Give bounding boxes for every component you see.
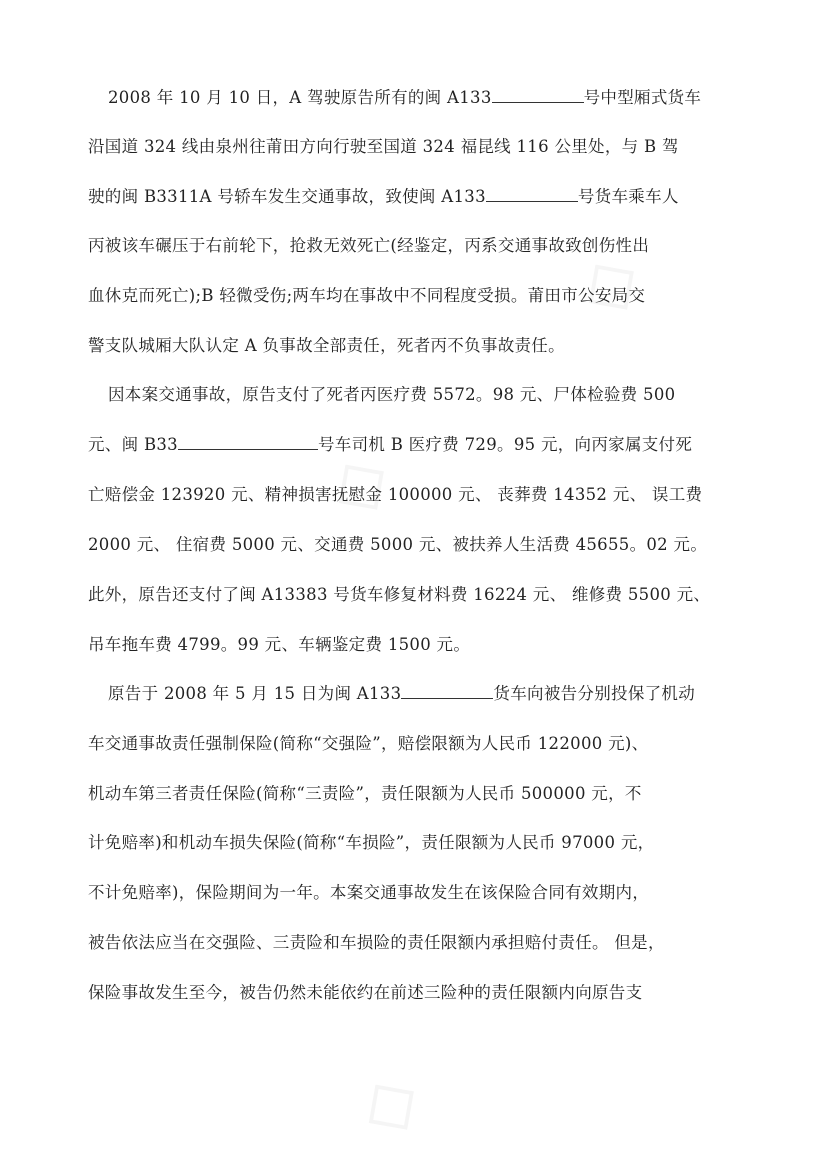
text-segment: 计免赔率)和机动车损失保险(简称“车损险”，责任限额为人民币 97000 元，	[88, 833, 655, 852]
text-line	[108, 384, 675, 406]
text-segment: 2008 年 10 月 10 日，A 驾驶原告所有的闽 A133	[108, 88, 492, 107]
text-line	[88, 534, 707, 556]
text-segment: 驶的闽 B3311A 号轿车发生交通事故，致使闽 A133	[88, 187, 486, 206]
text-line	[88, 982, 642, 1004]
text-segment: 亡赔偿金 123920 元、精神损害抚慰金 100000 元、 丧葬费 14352 元、 误工费	[88, 485, 703, 504]
fill-in-blank	[401, 684, 493, 699]
watermark-decoration: ◇	[560, 231, 655, 333]
watermark-decoration: ◇	[310, 431, 405, 533]
text-line	[108, 683, 695, 705]
text-segment: 2000 元、 住宿费 5000 元、交通费 5000 元、被扶养人生活费 45655。02 元。	[88, 535, 708, 554]
text-segment: 被告依法应当在交强险、三责险和车损险的责任限额内承担赔付责任。 但是，	[88, 933, 665, 952]
text-segment: 车交通事故责任强制保险(简称“交强险”，赔偿限额为人民币 122000 元)、	[88, 734, 649, 753]
text-segment: 号车司机 B 医疗费 729。95 元，向丙家属支付死	[317, 435, 693, 454]
text-segment: 吊车拖车费 4799。99 元、车辆鉴定费 1500 元。	[88, 635, 471, 654]
text-segment: 不计免赔率)，保险期间为一年。本案交通事故发生在该保险合同有效期内，	[88, 883, 650, 902]
text-line	[88, 932, 665, 954]
text-line	[88, 584, 710, 606]
text-segment: 血休克而死亡);B 轻微受伤;两车均在事故中不同程度受损。莆田市公安局交	[88, 286, 646, 305]
watermark-decoration: ◇	[340, 1051, 435, 1153]
text-line	[88, 186, 679, 208]
text-segment: 货车向被告分别投保了机动	[493, 684, 696, 703]
text-line	[88, 235, 649, 257]
text-line	[88, 484, 702, 506]
fill-in-blank	[178, 435, 318, 450]
text-segment: 原告于 2008 年 5 月 15 日为闽 A133	[108, 684, 402, 703]
text-segment: 此外，原告还支付了闽 A13383 号货车修复材料费 16224 元、 维修费 5500 元、	[88, 585, 711, 604]
text-segment: 沿国道 324 线由泉州往莆田方向行驶至国道 324 福昆线 116 公里处，与 B 驾	[88, 137, 679, 156]
text-line	[88, 634, 470, 656]
text-segment: 因本案交通事故，原告支付了死者丙医疗费 5572。98 元、尸体检验费 500	[108, 385, 676, 404]
text-line	[88, 882, 649, 904]
text-segment: 机动车第三者责任保险(简称“三责险”，责任限额为人民币 500000 元，不	[88, 784, 642, 803]
text-line	[88, 136, 679, 158]
text-line	[88, 832, 654, 854]
text-line	[88, 783, 642, 805]
text-segment: 丙被该车碾压于右前轮下，抢救无效死亡(经鉴定，丙系交通事故致创伤性出	[88, 236, 650, 255]
text-segment: 保险事故发生至今，被告仍然未能依约在前述三险种的责任限额内向原告支	[88, 983, 643, 1002]
text-segment: 号中型厢式货车	[583, 88, 702, 107]
text-segment: 元、闽 B33	[88, 435, 178, 454]
fill-in-blank	[492, 88, 584, 103]
text-segment: 警支队城厢大队认定 A 负事故全部责任，死者丙不负事故责任。	[88, 336, 565, 355]
text-line	[108, 87, 701, 109]
text-line	[88, 434, 692, 456]
text-line	[88, 335, 565, 357]
text-line	[88, 285, 645, 307]
text-line	[88, 733, 648, 755]
text-segment: 号货车乘车人	[577, 187, 679, 206]
fill-in-blank	[486, 187, 578, 202]
